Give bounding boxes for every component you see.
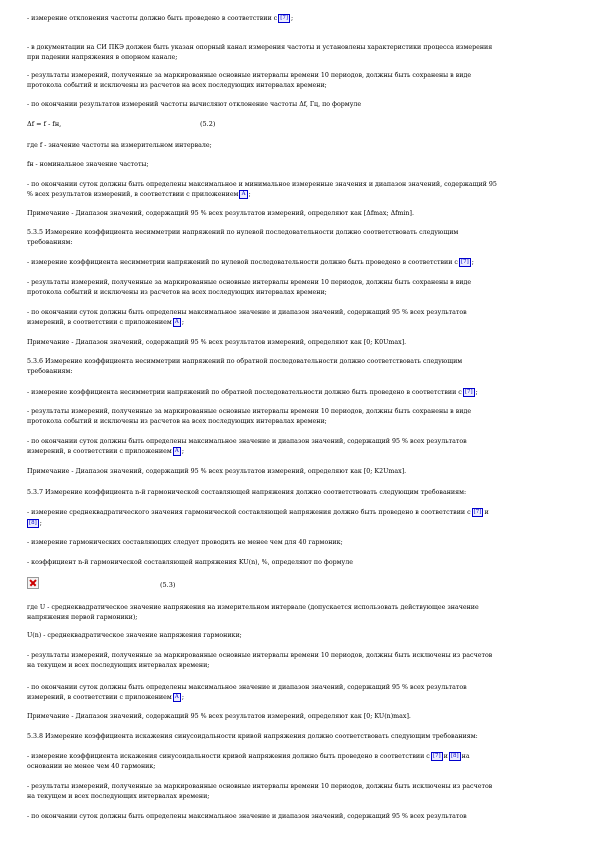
reference-link[interactable]: [7] xyxy=(432,753,441,759)
broken-image-icon xyxy=(27,577,39,589)
paragraph: измерений, в соответствии с приложением А ; xyxy=(27,694,185,701)
section-heading xyxy=(27,227,458,238)
text-line: - измерение коэффициента искажения синусоидальности кривой напряжения должно быть проведено в соответствии с xyxy=(27,753,430,760)
text-line: измерений, в соответствии с приложением xyxy=(27,694,172,701)
paragraph xyxy=(27,660,209,671)
text-line: требованиям: xyxy=(27,368,73,375)
text-line: - результаты измерений, полученные за маркированные основные интервалы времени 10 периодов, должны быть исключены из расчетов xyxy=(27,652,493,659)
appendix-link[interactable]: А xyxy=(174,448,179,454)
paragraph xyxy=(27,159,149,170)
section-heading xyxy=(27,366,73,377)
reference-link[interactable]: [7] xyxy=(280,15,288,21)
note xyxy=(27,337,406,348)
text-line: измерений, в соответствии с приложением xyxy=(27,319,172,326)
section-heading xyxy=(27,487,466,498)
text-line: - результаты измерений, полученные за маркированные основные интервалы времени 10 периодов, должны быть сохранены в виде xyxy=(27,408,472,415)
formula-5-2 xyxy=(27,119,61,130)
formula-number-text: (5.3) xyxy=(160,581,176,589)
text-line: Примечание - Диапазон значений, содержащий 95 % всех результатов измерений, определяют как [Δfmax; Δfmin]. xyxy=(27,210,414,217)
text-line: - по окончании суток должны быть определены максимальное значение и диапазон значений, содержащий 95 % всех результатов xyxy=(27,438,467,445)
text-line: напряжения первой гармоники); xyxy=(27,614,138,621)
paragraph xyxy=(27,416,327,427)
paragraph xyxy=(27,791,209,802)
paragraph xyxy=(27,761,155,772)
text-conjunction: на xyxy=(461,753,470,760)
text-line: - коэффициент n-й гармонической составляющей напряжения KU(n), %, определяют по формуле xyxy=(27,559,353,566)
note xyxy=(27,711,411,722)
paragraph xyxy=(27,612,137,623)
text-line: на текущем и всех последующих интервалах времени; xyxy=(27,793,210,800)
paragraph: % всех результатов измерений, в соответствии с приложением А ; xyxy=(27,191,251,198)
paragraph: [8] ; xyxy=(29,520,42,527)
formula-number-text: (5.2) xyxy=(200,120,216,128)
paragraph: измерений, в соответствии с приложением А ; xyxy=(27,319,185,326)
text-line: - по окончании суток должны быть определены максимальное и минимальное измеренные значения и диапазон значений, содержащий 95 xyxy=(27,181,497,188)
appendix-link[interactable]: А xyxy=(174,319,179,325)
paragraph xyxy=(27,287,327,298)
text-line: - измерение среднеквадратического значения гармонической составляющей напряжения должно быть проведено в соответствии с xyxy=(27,509,471,516)
paragraph: - измерение отклонения частоты должно быть проведено в соответствии с [7] ; xyxy=(27,15,294,22)
text-line: Примечание - Диапазон значений, содержащий 95 % всех результатов измерений, определяют как [0; K0Umax]. xyxy=(27,339,407,346)
reference-link[interactable]: [7] xyxy=(460,259,469,265)
text-line: Примечание - Диапазон значений, содержащий 95 % всех результатов измерений, определяют как [0; K2Umax]. xyxy=(27,468,407,475)
paragraph xyxy=(27,140,212,151)
text-line: протокола событий и исключены из расчетов на всех последующих интервалах времени; xyxy=(27,418,327,425)
paragraph: измерений, в соответствии с приложением А ; xyxy=(27,448,185,455)
text-line: - по окончании результатов измерений частоты вычисляют отклонение частоты Δf, Гц, по формуле xyxy=(27,101,362,108)
text-line: протокола событий и исключены из расчетов на всех последующих интервалах времени; xyxy=(27,82,327,89)
text-line: - результаты измерений, полученные за маркированные основные интервалы времени 10 периодов, должны быть сохранены в виде xyxy=(27,72,472,79)
text-conjunction: и xyxy=(443,753,448,760)
section-heading xyxy=(27,356,462,367)
text-line: - по окончании суток должны быть определены максимальное значение и диапазон значений, содержащий 95 % всех результатов xyxy=(27,684,467,691)
text-line: 5.3.6 Измерение коэффициента несимметрии напряжений по обратной последовательности должно соответствовать следующим xyxy=(27,358,463,365)
paragraph xyxy=(27,537,343,548)
reference-link[interactable]: [7] xyxy=(473,509,482,515)
text-line: 5.3.7 Измерение коэффициента n-й гармонической составляющей напряжения должно соответствовать следующим требованиям: xyxy=(27,489,467,496)
text-line: измерений, в соответствии с приложением xyxy=(27,448,172,455)
text-conjunction: и xyxy=(484,509,489,516)
text-line: - по окончании суток должны быть определены максимальное значение и диапазон значений, содержащий 95 % всех результатов xyxy=(27,813,467,820)
text-line: Примечание - Диапазон значений, содержащий 95 % всех результатов измерений, определяют как [0; KU(n)max]. xyxy=(27,713,411,720)
text-line: % всех результатов измерений, в соответствии с приложением xyxy=(27,191,239,198)
paragraph xyxy=(27,80,327,91)
paragraph xyxy=(27,507,489,518)
reference-link[interactable]: [8] xyxy=(29,520,37,526)
text-line: fн - номинальное значение частоты; xyxy=(27,161,149,168)
paragraph xyxy=(27,811,467,822)
paragraph: - измерение коэффициента несимметрии напряжений по обратной последовательности должно быть проведено в соответствии с [7] ; xyxy=(27,389,478,396)
section-heading xyxy=(27,731,478,742)
text-line: протокола событий и исключены из расчетов на всех последующих интервалах времени; xyxy=(27,289,327,296)
text-line: на текущем и всех последующих интервалах времени; xyxy=(27,662,210,669)
text-line: где f - значение частоты на измерительном интервале; xyxy=(27,142,212,149)
text-line: - измерение гармонических составляющих следует проводить не менее чем для 40 гармоник; xyxy=(27,539,343,546)
text-line: - измерение коэффициента несимметрии напряжений по нулевой последовательности должно быть проведено в соответствии с xyxy=(27,259,458,266)
reference-link[interactable]: [8] xyxy=(450,753,459,759)
text-line: U(n) - среднеквадратическое значение напряжения гармоники; xyxy=(27,632,242,639)
formula-number xyxy=(200,119,215,130)
paragraph xyxy=(27,99,361,110)
text-line: основании не менее чем 40 гармоник; xyxy=(27,763,156,770)
reference-link[interactable]: [7] xyxy=(464,389,473,395)
text-line: - по окончании суток должны быть определены максимальное значение и диапазон значений, содержащий 95 % всех результатов xyxy=(27,309,467,316)
text-line: - измерение отклонения частоты должно быть проведено в соответствии с xyxy=(27,15,278,22)
note xyxy=(27,208,414,219)
text-line: - результаты измерений, полученные за маркированные основные интервалы времени 10 периодов, должны быть сохранены в виде xyxy=(27,279,472,286)
paragraph xyxy=(27,630,242,641)
formula-number xyxy=(160,580,175,591)
formula-text: Δf = f - fн, xyxy=(27,120,62,128)
section-heading xyxy=(27,237,73,248)
paragraph xyxy=(27,52,177,63)
text-line: 5.3.5 Измерение коэффициента несимметрии напряжений по нулевой последовательности должно соответствовать следующим xyxy=(27,229,459,236)
paragraph xyxy=(27,557,353,568)
note xyxy=(27,466,406,477)
text-line: где U - среднеквадратическое значение напряжения на измерительном интервале (допускается использовать действующее значение xyxy=(27,604,479,611)
text-line: требованиям: xyxy=(27,239,73,246)
appendix-link[interactable]: А xyxy=(174,694,179,700)
text-line: - результаты измерений, полученные за маркированные основные интервалы времени 10 периодов, должны быть исключены из расчетов xyxy=(27,783,493,790)
text-line: 5.3.8 Измерение коэффициента искажения синусоидальности кривой напряжения должно соответствовать следующим требованиям: xyxy=(27,733,478,740)
text-line: при падении напряжения в опорном канале; xyxy=(27,54,178,61)
text-line: - измерение коэффициента несимметрии напряжений по обратной последовательности должно быть проведено в соответствии с xyxy=(27,389,462,396)
appendix-link[interactable]: А xyxy=(241,191,246,197)
text-line: - в документации на СИ ПКЭ должен быть указан опорный канал измерения частоты и установлены характеристики процесса измерения xyxy=(27,44,493,51)
paragraph: - измерение коэффициента несимметрии напряжений по нулевой последовательности должно быть проведено в соответствии с [7] ; xyxy=(27,259,474,266)
